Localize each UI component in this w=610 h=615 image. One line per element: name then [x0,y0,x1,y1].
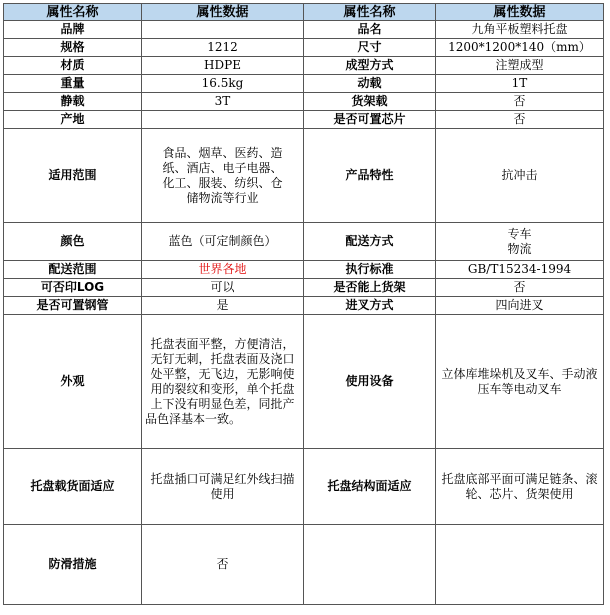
table-row [4,129,604,223]
attr-value: GB/T15234-1994 [436,261,604,279]
table-row [4,111,604,129]
header-cell: 属性数据 [142,4,304,21]
attr-value: 四向进叉 [436,297,604,315]
attr-name: 重量 [4,75,142,93]
value-line: 专车 [507,226,532,241]
attr-name: 可否印LOG [4,279,142,297]
attr-name: 产地 [4,111,142,129]
attr-value: 否 [142,525,304,605]
attr-name: 产品特性 [304,129,436,223]
header-row [4,4,604,21]
value-line: 物流 [507,241,532,256]
header-cell: 属性名称 [4,4,142,21]
attr-name: 品名 [304,21,436,39]
attr-value: 注塑成型 [436,57,604,75]
attr-value [142,21,304,39]
attr-value: 否 [436,111,604,129]
attr-name: 静载 [4,93,142,111]
attr-name: 托盘载货面适应 [4,449,142,525]
attr-name: 成型方式 [304,57,436,75]
attr-value: 可以 [142,279,304,297]
attr-name: 防滑措施 [4,525,142,605]
attr-name: 托盘结构面适应 [304,449,436,525]
table-row [4,223,604,261]
attr-value: 立体库堆垛机及叉车、手动液压车等电动叉车 [436,315,604,449]
attr-name: 品牌 [4,21,142,39]
attr-value: 3T [142,93,304,111]
attr-value: 16.5kg [142,75,304,93]
table-row [4,57,604,75]
table-row [4,261,604,279]
attr-name: 配送范围 [4,261,142,279]
attr-name: 是否可置钢管 [4,297,142,315]
table-row [4,39,604,57]
table-row [4,93,604,111]
attr-value: 1T [436,75,604,93]
attr-value: 蓝色（可定制颜色） [142,223,304,261]
attr-name: 进叉方式 [304,297,436,315]
attr-name [304,525,436,605]
attr-value: 抗冲击 [436,129,604,223]
attr-value: 1200*1200*140（mm） [436,39,604,57]
attr-value: 否 [436,279,604,297]
attr-value [436,223,604,261]
attr-name: 是否能上货架 [304,279,436,297]
attr-name: 使用设备 [304,315,436,449]
attr-name: 配送方式 [304,223,436,261]
table-row [4,75,604,93]
attr-value: 托盘表面平整，方便清洁，无钉无刺，托盘表面及浇口处平整，无飞边，无影响使用的裂纹和变形，单个托盘上下没有明显色差，同批产品色泽基本一致。 [142,315,304,449]
table-row [4,525,604,605]
value-line: 化工、服装、纺织、仓 [162,175,283,190]
attr-value [142,129,304,223]
value-line: 储物流等行业 [186,190,259,205]
table-row [4,297,604,315]
attr-value: 1212 [142,39,304,57]
attr-value: 世界各地 [142,261,304,279]
value-line: 纸、酒店、电子电器、 [162,160,283,175]
attr-name: 材质 [4,57,142,75]
attr-value [436,525,604,605]
attr-name: 动载 [304,75,436,93]
table-row [4,21,604,39]
attr-name: 适用范围 [4,129,142,223]
attr-name: 尺寸 [304,39,436,57]
attr-value: 九角平板塑料托盘 [436,21,604,39]
attr-name: 执行标准 [304,261,436,279]
attr-value: 托盘底部平面可满足链条、滚轮、芯片、货架使用 [436,449,604,525]
attr-value: HDPE [142,57,304,75]
attr-value: 托盘插口可满足红外线扫描使用 [142,449,304,525]
attr-name: 是否可置芯片 [304,111,436,129]
spec-table [3,3,604,605]
value-line: 食品、烟草、医药、造 [162,145,283,160]
attr-name: 规格 [4,39,142,57]
attr-name: 颜色 [4,223,142,261]
table-row [4,279,604,297]
attr-name: 货架载 [304,93,436,111]
table-row [4,315,604,449]
attr-value: 是 [142,297,304,315]
table-row [4,449,604,525]
header-cell: 属性数据 [436,4,604,21]
attr-value: 否 [436,93,604,111]
header-cell: 属性名称 [304,4,436,21]
attr-value [142,111,304,129]
attr-name: 外观 [4,315,142,449]
